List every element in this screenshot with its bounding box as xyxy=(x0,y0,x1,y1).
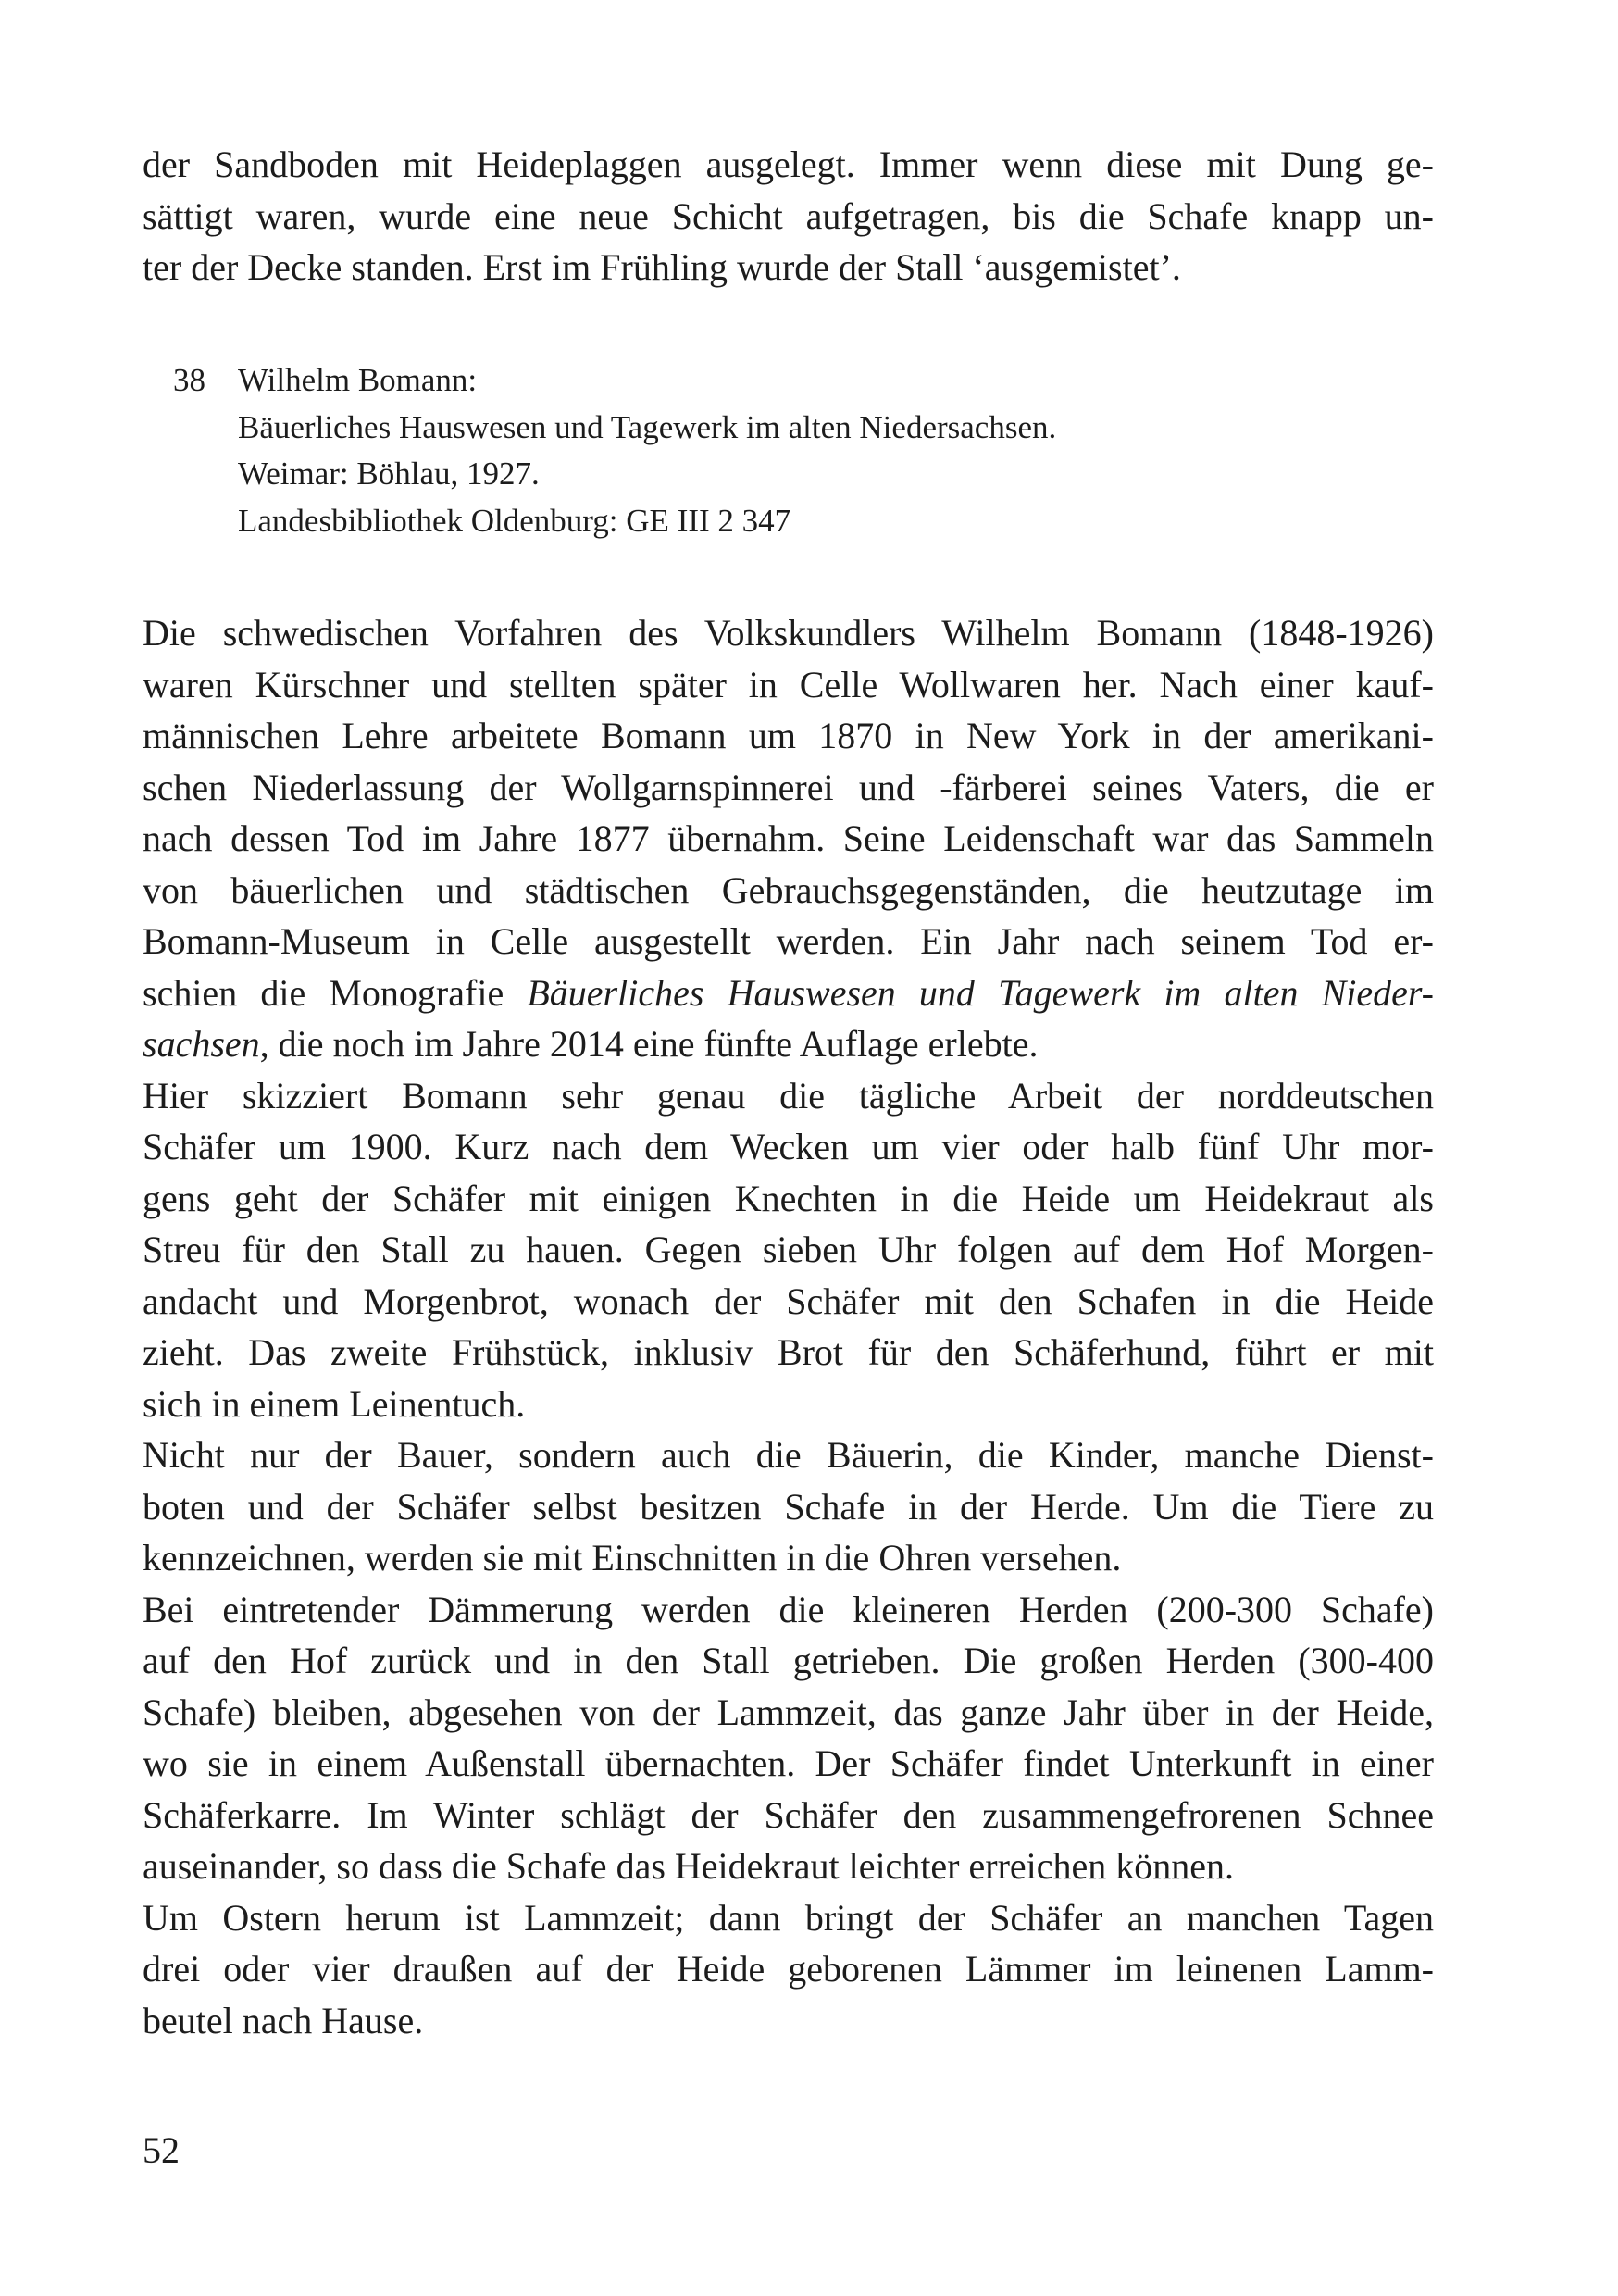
text-line: beutel nach Hause. xyxy=(143,1999,424,2041)
text-line: Bei eintretender Dämmerung werden die kleineren Herden (200-300 Schafe) xyxy=(143,1588,1434,1630)
text-line: waren Kürschner und stellten später in Celle Wollwaren her. Nach einer kauf- xyxy=(143,663,1434,705)
text-line: Streu für den Stall zu hauen. Gegen sieben Uhr folgen auf dem Hof Morgen- xyxy=(143,1229,1434,1270)
text-line: kennzeichnen, werden sie mit Einschnitten in die Ohren versehen. xyxy=(143,1537,1122,1578)
bibliography-lines xyxy=(238,357,1256,545)
text-line: Bomann-Museum in Celle ausgestellt werden. Ein Jahr nach seinem Tod er- xyxy=(143,920,1434,962)
text-line: Hier skizziert Bomann sehr genau die tägliche Arbeit der norddeutschen xyxy=(143,1074,1434,1117)
text-line: von bäuerlichen und städtischen Gebrauchsgegenständen, die heutzutage im xyxy=(143,868,1434,911)
text-line: drei oder vier draußen auf der Heide geborenen Lämmer im leinenen Lamm- xyxy=(143,1948,1434,1990)
text-line: gens geht der Schäfer mit einigen Knechten in die Heide um Heidekraut als xyxy=(143,1177,1434,1219)
text-line: der Sandboden mit Heideplaggen ausgelegt. Immer wenn diese mit Dung ge- xyxy=(143,144,1434,185)
text-line: auf den Hof zurück und in den Stall getrieben. Die großen Herden (300-400 xyxy=(143,1640,1434,1681)
bibliography-number: 38 xyxy=(173,362,205,398)
text-fragment: , die noch im Jahre 2014 eine fünfte Auflage erlebte. xyxy=(259,1023,1039,1065)
text-line: auseinander, so dass die Schafe das Heidekraut leichter erreichen können. xyxy=(143,1845,1235,1887)
main-text xyxy=(143,607,1434,2046)
bibliography-location: Landesbibliothek Oldenburg: GE III 2 347 xyxy=(238,503,791,540)
text-line: nach dessen Tod im Jahre 1877 übernahm. Seine Leidenschaft war das Sammeln xyxy=(143,817,1434,859)
text-line: schen Niederlassung der Wollgarnspinnerei und -färberei seines Vaters, die er xyxy=(143,766,1434,808)
text-fragment: schien die Monografie xyxy=(143,971,528,1014)
text-line: sich in einem Leinentuch. xyxy=(143,1382,526,1425)
text-line: andacht und Morgenbrot, wonach der Schäfer mit den Schafen in die Heide xyxy=(143,1279,1434,1322)
text-line: sättigt waren, wurde eine neue Schicht aufgetragen, bis die Schafe knapp un- xyxy=(143,194,1434,237)
text-line: Schäfer um 1900. Kurz nach dem Wecken um vier oder halb fünf Uhr mor- xyxy=(143,1126,1434,1167)
book-title-italic: Bäuerliches Hauswesen und Tagewerk im alten Nieder- xyxy=(527,971,1434,1014)
bibliography-author: Wilhelm Bomann: xyxy=(238,362,478,398)
text-line: männischen Lehre arbeitete Bomann um 1870 in New York in der amerikani- xyxy=(143,715,1434,756)
text-line-with-italic-title xyxy=(143,1018,1434,1070)
text-line: ter der Decke standen. Erst im Frühling wurde der Stall ‘ausgemistet’. xyxy=(143,246,1181,288)
text-line: Um Ostern herum ist Lammzeit; dann bringt der Schäfer an manchen Tagen xyxy=(143,1896,1434,1939)
text-line: Die schwedischen Vorfahren des Volkskundlers Wilhelm Bomann (1848-1926) xyxy=(143,612,1434,654)
text-line: boten und der Schäfer selbst besitzen Schafe in der Herde. Um die Tiere zu xyxy=(143,1485,1434,1528)
top-paragraph xyxy=(143,139,1434,293)
bibliography-publisher: Weimar: Böhlau, 1927. xyxy=(238,455,540,493)
text-line: wo sie in einem Außenstall übernachten. Der Schäfer findet Unterkunft in einer xyxy=(143,1742,1434,1784)
page-number: 52 xyxy=(143,2129,180,2171)
text-line: Schäferkarre. Im Winter schlägt der Schäfer den zusammengefrorenen Schnee xyxy=(143,1793,1434,1836)
book-title-italic: sachsen xyxy=(143,1023,260,1065)
text-line: Nicht nur der Bauer, sondern auch die Bäuerin, die Kinder, manche Dienst- xyxy=(143,1434,1434,1476)
text-line: zieht. Das zweite Frühstück, inklusiv Brot für den Schäferhund, führt er mit xyxy=(143,1331,1434,1373)
text-line-with-italic-title xyxy=(143,967,1434,1019)
bibliography-title: Bäuerliches Hauswesen und Tagewerk im alten Niedersachsen. xyxy=(238,408,1057,445)
text-line: Schafe) bleiben, abgesehen von der Lammzeit, das ganze Jahr über in der Heide, xyxy=(143,1691,1434,1733)
